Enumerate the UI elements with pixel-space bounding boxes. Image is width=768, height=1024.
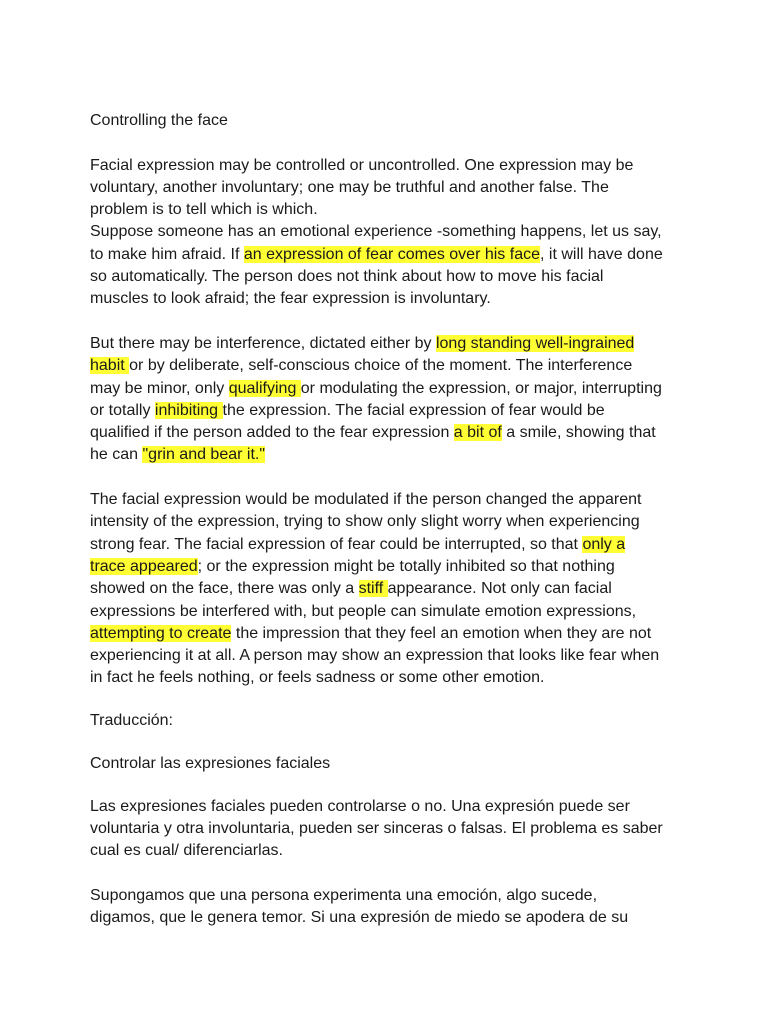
text-line: Suppose someone has an emotional experience -something happens, let us say, (90, 223, 662, 241)
text-line (90, 534, 690, 556)
text-run: or modulating the expression, or major, interrupting (300, 379, 662, 397)
highlighted-text: attempting to create (90, 624, 232, 642)
translation-paragraph-2 (90, 885, 690, 930)
text-line (90, 244, 690, 266)
paragraph-4 (90, 489, 690, 690)
text-line: The facial expression would be modulated if the person changed the apparent (90, 491, 642, 509)
text-line (90, 378, 690, 400)
text-line: Las expresiones faciales pueden controlarse o no. Una expresión puede ser (90, 797, 630, 815)
highlighted-text: qualifying (228, 379, 301, 397)
text-run: may be minor, only (90, 379, 229, 397)
text-line (90, 578, 690, 600)
translation-paragraph-1 (90, 796, 690, 863)
text-line: experiencing it at all. A person may show an expression that looks like fear when (90, 647, 660, 665)
translation-title: Controlar las expresiones faciales (90, 755, 331, 773)
text-line (90, 623, 690, 645)
text-run: , it will have done (540, 245, 663, 263)
text-line (90, 355, 690, 377)
document-title: Controlling the face (90, 112, 228, 129)
text-line: digamos, que le genera temor. Si una expresión de miedo se apodera de su (90, 909, 629, 927)
text-run: strong fear. The facial expression of fear could be interrupted, so that (90, 535, 583, 553)
paragraph-1 (90, 155, 690, 222)
highlighted-text: only a (582, 535, 626, 553)
text-line: expressions be interfered with, but people can simulate emotion expressions, (90, 602, 637, 620)
text-run: appearance. Not only can facial (387, 580, 612, 598)
text-run: to make him afraid. If (90, 245, 244, 263)
paragraph-3 (90, 333, 690, 467)
text-run: qualified if the person added to the fear expression (90, 424, 454, 442)
text-line: problem is to tell which is which. (90, 201, 318, 219)
highlighted-text: a bit of (453, 424, 502, 442)
highlighted-text: habit (90, 357, 130, 375)
text-run: or by deliberate, self-conscious choice of the moment. The interference (129, 357, 633, 375)
text-line: cual es cual/ diferenciarlas. (90, 842, 283, 860)
text-run: showed on the face, there was only a (90, 580, 359, 598)
text-line: Facial expression may be controlled or uncontrolled. One expression may be (90, 156, 634, 174)
highlighted-text: long standing well-ingrained (435, 334, 635, 352)
highlighted-text: "grin and bear it." (142, 446, 266, 464)
text-run: he can (90, 446, 143, 464)
text-line: so automatically. The person does not think about how to move his facial (90, 268, 604, 286)
text-line: voluntaria y otra involuntaria, pueden ser sinceras o falsas. El problema es saber (90, 820, 663, 838)
text-run: a smile, showing that (501, 424, 656, 442)
text-line: Supongamos que una persona experimenta una emoción, algo sucede, (90, 887, 598, 904)
text-run: or totally (90, 401, 155, 419)
text-run: the expression. The facial expression of fear would be (222, 401, 605, 419)
text-line (90, 333, 690, 355)
highlighted-text: trace appeared (90, 557, 198, 575)
text-line: muscles to look afraid; the fear expression is involuntary. (90, 290, 491, 308)
text-run: the impression that they feel an emotion when they are not (231, 624, 652, 642)
highlighted-text: an expression of fear comes over his face (243, 245, 540, 263)
text-run: But there may be interference, dictated either by (90, 334, 436, 352)
text-line (90, 556, 690, 578)
text-line (90, 422, 690, 444)
text-line (90, 400, 690, 422)
text-run: ; or the expression might be totally inhibited so that nothing (197, 557, 615, 575)
highlighted-text: stiff (358, 580, 388, 598)
text-line: in fact he feels nothing, or feels sadness or some other emotion. (90, 669, 545, 687)
highlighted-text: inhibiting (154, 401, 223, 419)
text-line (90, 444, 690, 466)
document-page (90, 110, 690, 930)
text-line: voluntary, another involuntary; one may be truthful and another false. The (90, 178, 609, 196)
paragraph-2 (90, 221, 690, 310)
text-line: intensity of the expression, trying to show only slight worry when experiencing (90, 513, 640, 531)
translation-label: Traducción: (90, 712, 173, 730)
